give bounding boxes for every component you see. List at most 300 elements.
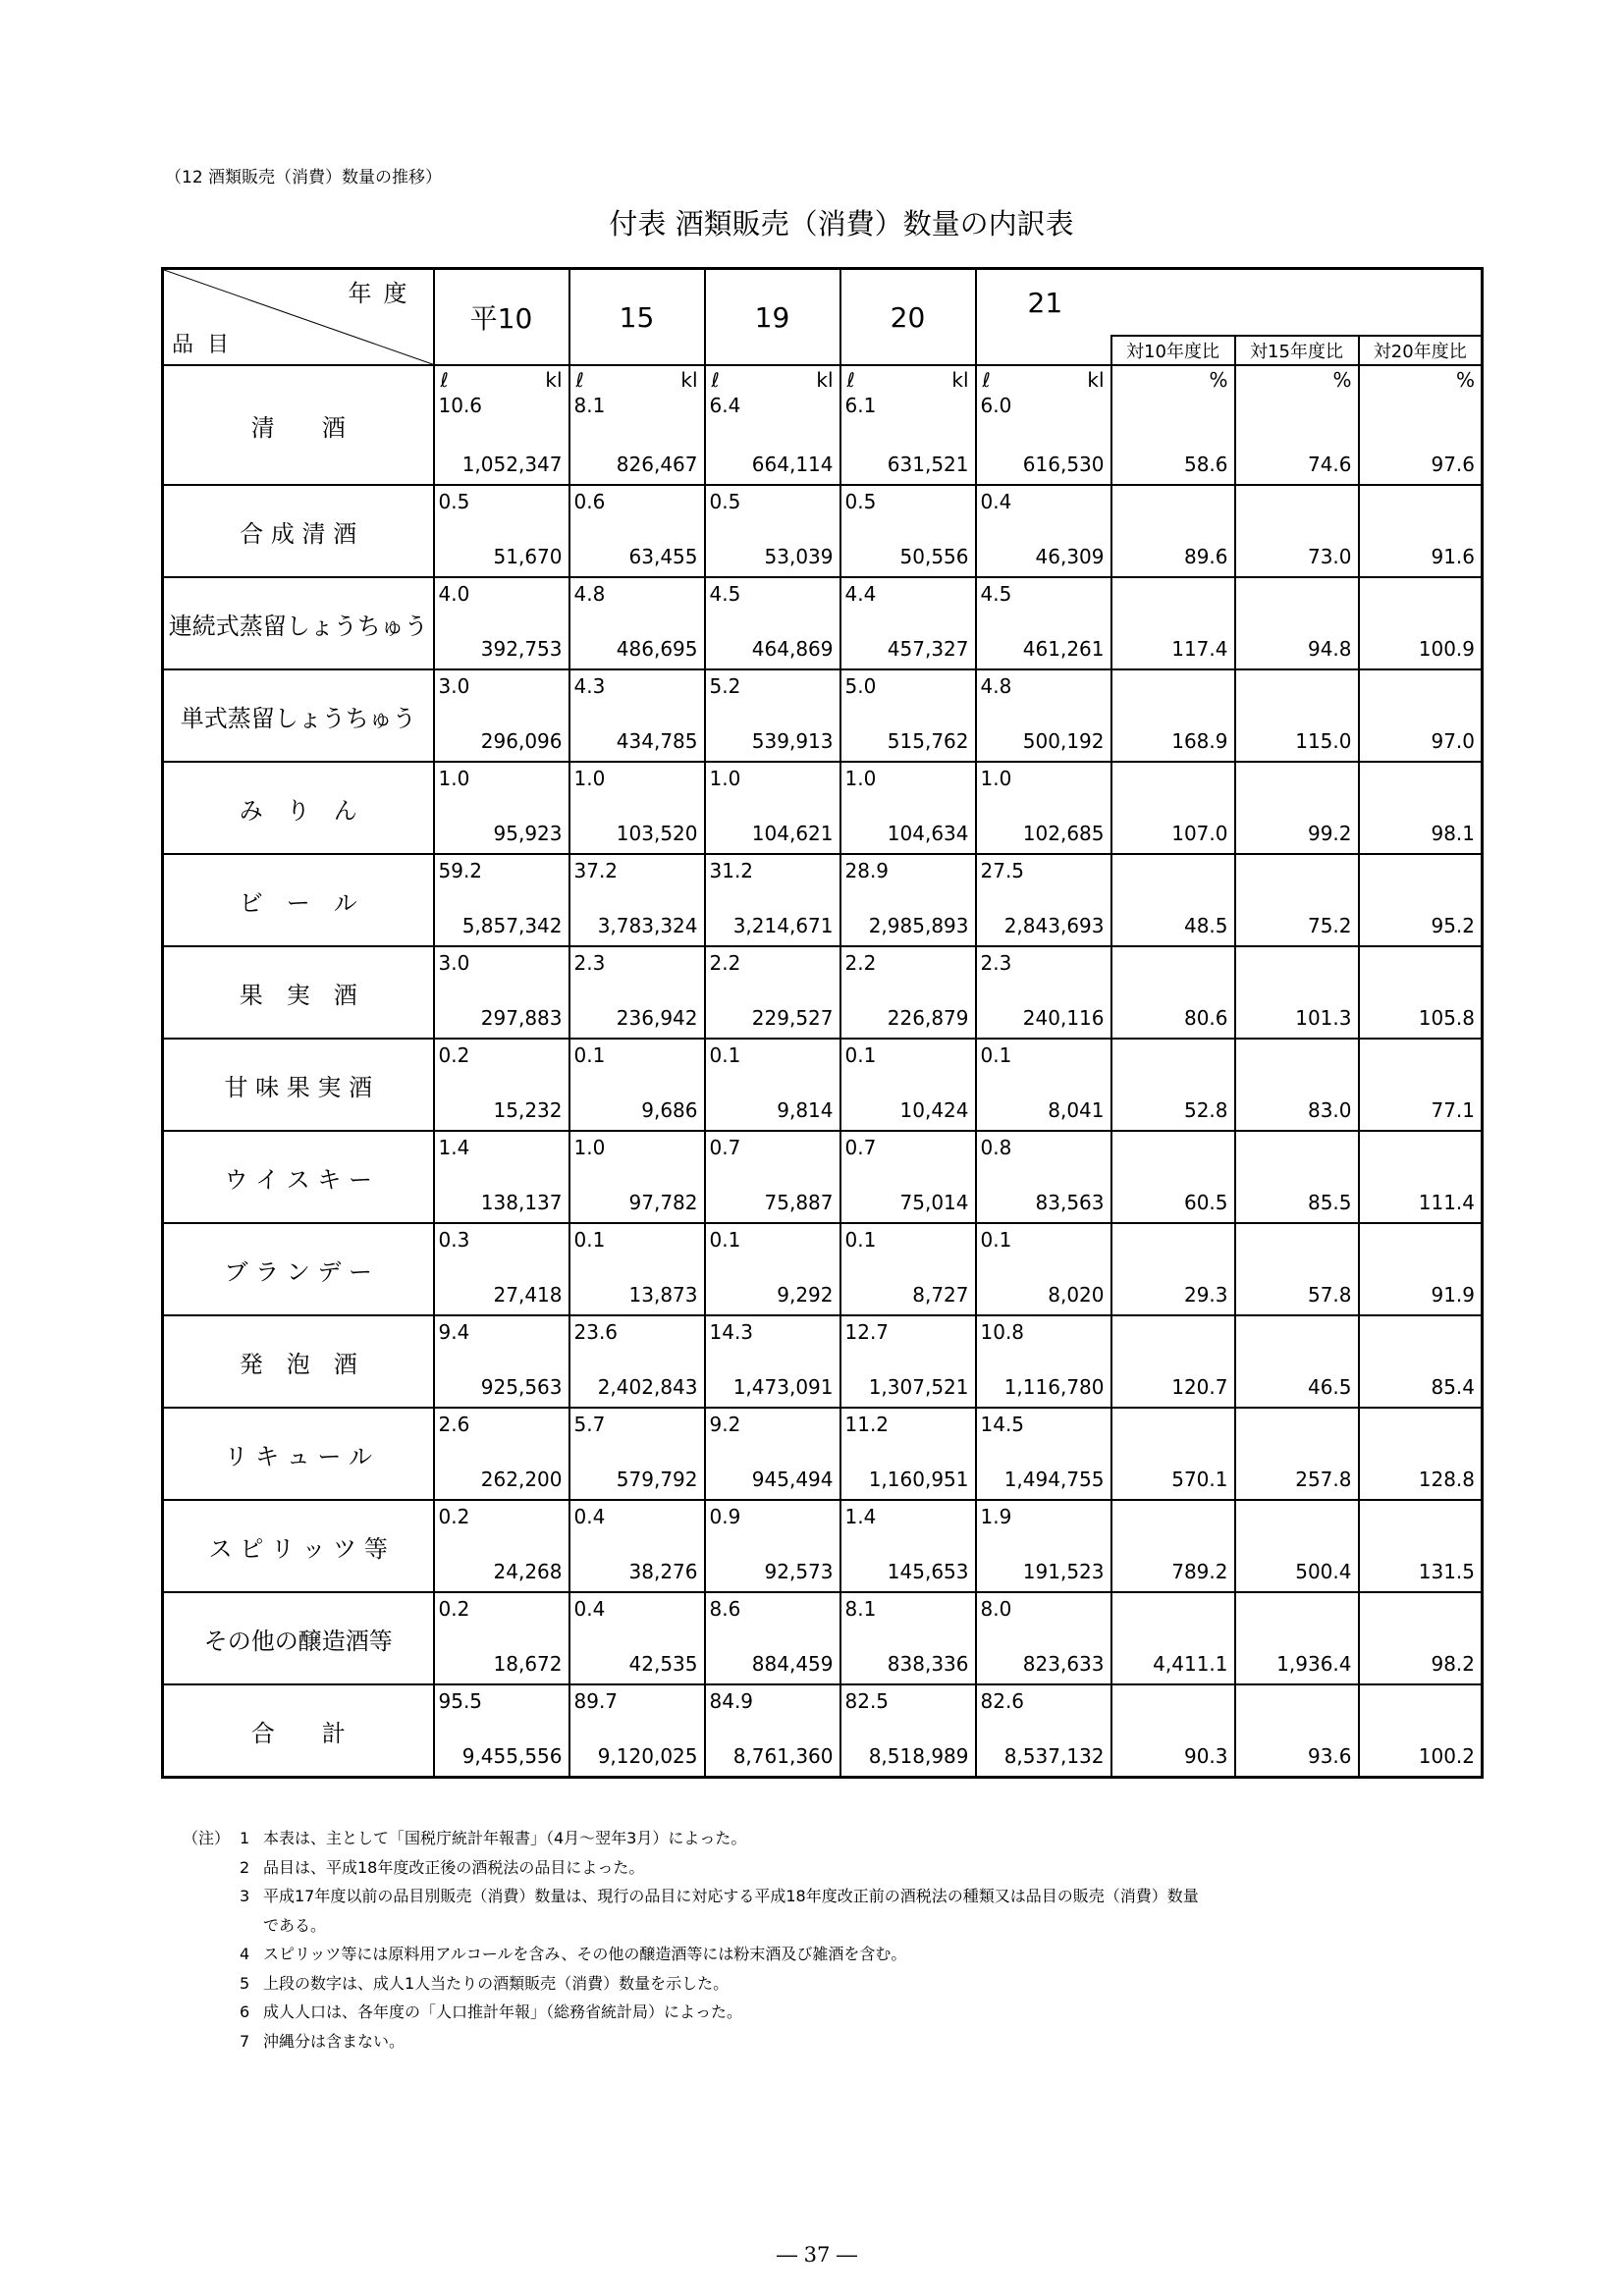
note-text: 平成17年度以前の品目別販売（消費）数量は、現行の品目に対応する平成18年度改正前の酒税法の種類又は品目の販売（消費）数量 <box>263 1887 1199 1905</box>
table-row <box>163 1223 1483 1315</box>
value-cell <box>434 1592 569 1684</box>
note-text: 沖縄分は含まない。 <box>263 2031 406 2051</box>
item-name: 発 泡 酒 <box>163 1315 434 1408</box>
note-number: 4 <box>240 1945 250 1963</box>
ratio-cell <box>1111 1223 1235 1315</box>
kl-value: 27,418 <box>493 1283 563 1307</box>
value-cell <box>976 1223 1111 1315</box>
ratio-value: 90.3 <box>1183 1744 1228 1768</box>
per-capita-value: 1.4 <box>844 1505 877 1528</box>
value-cell <box>434 1684 569 1778</box>
value-cell <box>434 1408 569 1500</box>
per-capita-value: 0.6 <box>573 490 606 513</box>
ratio-value: 93.6 <box>1307 1744 1352 1768</box>
note-item <box>183 1998 1199 2027</box>
value-cell <box>840 1131 976 1223</box>
item-name: 単式蒸留しょうちゅう <box>163 669 434 762</box>
table-row <box>163 1684 1483 1778</box>
table-row <box>163 1131 1483 1223</box>
item-name: 合 計 <box>163 1684 434 1778</box>
ratio-cell <box>1359 1223 1483 1315</box>
ratio-cell <box>1111 762 1235 854</box>
value-cell <box>705 854 840 946</box>
note-number <box>240 1911 263 1941</box>
unit-kl: kl <box>951 368 969 392</box>
value-cell <box>976 485 1111 577</box>
per-capita-value: 4.0 <box>438 582 470 606</box>
value-cell <box>705 1592 840 1684</box>
value-cell <box>569 577 705 669</box>
value-cell <box>434 1315 569 1408</box>
kl-value: 95,923 <box>493 822 563 845</box>
notes-label-spacer <box>183 1940 240 1969</box>
item-name: ビ ー ル <box>163 854 434 946</box>
year-header: 20 <box>840 269 976 366</box>
ratio-cell <box>1359 1039 1483 1131</box>
value-cell <box>705 762 840 854</box>
value-cell <box>840 1223 976 1315</box>
per-capita-value: 8.0 <box>980 1597 1012 1621</box>
value-cell <box>976 1131 1111 1223</box>
ratio-cell <box>1235 854 1359 946</box>
value-cell <box>840 1039 976 1131</box>
value-cell <box>976 365 1111 485</box>
note-item <box>183 1882 1199 1911</box>
notes-label-spacer <box>183 1911 240 1941</box>
value-cell <box>434 485 569 577</box>
ratio-value: 120.7 <box>1171 1375 1228 1399</box>
per-capita-value: 82.5 <box>844 1689 890 1713</box>
kl-value: 1,307,521 <box>868 1375 969 1399</box>
ratio-value: 111.4 <box>1418 1191 1476 1214</box>
table-row <box>163 762 1483 854</box>
kl-value: 191,523 <box>1022 1560 1105 1583</box>
kl-value: 103,520 <box>616 822 698 845</box>
unit-kl: kl <box>680 368 698 392</box>
notes-label-spacer <box>183 1998 240 2027</box>
kl-value: 8,020 <box>1048 1283 1105 1307</box>
ratio-cell <box>1111 1131 1235 1223</box>
value-cell <box>569 1039 705 1131</box>
ratio-value: 99.2 <box>1307 822 1352 845</box>
kl-value: 296,096 <box>480 729 563 753</box>
unit-percent: % <box>1209 368 1228 392</box>
kl-value: 75,014 <box>899 1191 969 1214</box>
ratio-cell <box>1235 1408 1359 1500</box>
ratio-value: 115.0 <box>1295 729 1352 753</box>
value-cell <box>569 365 705 485</box>
value-cell <box>569 946 705 1039</box>
ratio-value: 1,936.4 <box>1276 1652 1352 1676</box>
per-capita-value: 1.0 <box>844 767 877 790</box>
ratio-cell <box>1359 1592 1483 1684</box>
ratio-value: 77.1 <box>1431 1098 1476 1122</box>
kl-value: 240,116 <box>1022 1006 1105 1030</box>
ratio-cell <box>1235 1592 1359 1684</box>
per-capita-value: 0.2 <box>438 1043 470 1067</box>
value-cell <box>434 365 569 485</box>
per-capita-value: 5.7 <box>573 1413 606 1436</box>
note-text: 上段の数字は、成人1人当たりの酒類販売（消費）数量を示した。 <box>263 1973 730 1993</box>
kl-value: 8,041 <box>1048 1098 1105 1122</box>
kl-value: 42,535 <box>628 1652 698 1676</box>
per-capita-value: 0.4 <box>980 490 1012 513</box>
per-capita-value: 59.2 <box>438 859 483 882</box>
kl-value: 884,459 <box>751 1652 834 1676</box>
per-capita-value: 0.7 <box>709 1136 741 1159</box>
per-capita-value: 4.4 <box>844 582 877 606</box>
per-capita-value: 0.8 <box>980 1136 1012 1159</box>
per-capita-value: 2.3 <box>573 951 606 975</box>
kl-value: 434,785 <box>616 729 698 753</box>
notes-label-spacer <box>183 1969 240 1999</box>
kl-value: 1,116,780 <box>1003 1375 1105 1399</box>
per-capita-value: 1.0 <box>573 767 606 790</box>
item-name: み り ん <box>163 762 434 854</box>
ratio-cell <box>1235 762 1359 854</box>
notes-label-spacer <box>183 2027 240 2056</box>
note-item <box>183 2027 1199 2056</box>
kl-value: 104,621 <box>751 822 834 845</box>
year-21-spacer <box>976 336 1111 365</box>
ratio-header: 対20年度比 <box>1359 336 1483 365</box>
value-cell <box>434 1223 569 1315</box>
value-cell <box>434 854 569 946</box>
kl-value: 9,814 <box>777 1098 834 1122</box>
ratio-value: 4,411.1 <box>1153 1652 1228 1676</box>
ratio-value: 46.5 <box>1307 1375 1352 1399</box>
ratio-value: 85.5 <box>1307 1191 1352 1214</box>
kl-value: 2,843,693 <box>1003 914 1105 937</box>
value-cell <box>840 854 976 946</box>
per-capita-value: 9.4 <box>438 1320 470 1344</box>
kl-value: 138,137 <box>480 1191 563 1214</box>
value-cell <box>569 669 705 762</box>
per-capita-value: 0.1 <box>709 1228 741 1252</box>
kl-value: 63,455 <box>628 545 698 568</box>
per-capita-value: 0.1 <box>980 1043 1012 1067</box>
value-cell <box>976 1592 1111 1684</box>
ratio-value: 107.0 <box>1171 822 1228 845</box>
kl-value: 8,761,360 <box>732 1744 834 1768</box>
ratio-cell <box>1235 1223 1359 1315</box>
value-cell <box>840 1684 976 1778</box>
item-name: リ キ ュ ー ル <box>163 1408 434 1500</box>
per-capita-value: 23.6 <box>573 1320 619 1344</box>
value-cell <box>705 1039 840 1131</box>
note-number: 5 <box>240 1973 250 1993</box>
value-cell <box>976 669 1111 762</box>
kl-value: 92,573 <box>764 1560 834 1583</box>
per-capita-value: 0.7 <box>844 1136 877 1159</box>
value-cell <box>976 577 1111 669</box>
kl-value: 3,214,671 <box>732 914 834 937</box>
value-cell <box>434 946 569 1039</box>
ratio-value: 257.8 <box>1295 1468 1352 1491</box>
per-capita-value: 4.5 <box>980 582 1012 606</box>
ratio-value: 117.4 <box>1171 637 1228 661</box>
per-capita-value: 84.9 <box>709 1689 754 1713</box>
ratio-cell <box>1111 1500 1235 1592</box>
value-cell <box>569 1315 705 1408</box>
ratio-cell <box>1235 669 1359 762</box>
kl-value: 46,309 <box>1035 545 1105 568</box>
ratio-value: 97.0 <box>1431 729 1476 753</box>
value-cell <box>434 762 569 854</box>
kl-value: 457,327 <box>887 637 969 661</box>
kl-value: 8,518,989 <box>868 1744 969 1768</box>
ratio-value: 73.0 <box>1307 545 1352 568</box>
value-cell <box>569 854 705 946</box>
per-capita-value: 0.5 <box>438 490 470 513</box>
ratio-cell <box>1111 1684 1235 1778</box>
ratio-value: 100.2 <box>1418 1744 1476 1768</box>
value-cell <box>976 1315 1111 1408</box>
per-capita-value: 3.0 <box>438 674 470 698</box>
ratio-cell <box>1359 762 1483 854</box>
ratio-value: 97.6 <box>1431 453 1476 476</box>
notes <box>183 1824 1199 2056</box>
kl-value: 9,686 <box>641 1098 698 1122</box>
per-capita-value: 6.0 <box>980 394 1012 417</box>
note-item <box>183 1940 1199 1969</box>
value-cell <box>569 1408 705 1500</box>
ratio-cell <box>1111 669 1235 762</box>
kl-value: 18,672 <box>493 1652 563 1676</box>
value-cell <box>840 577 976 669</box>
unit-per-capita: ℓ <box>846 368 855 392</box>
ratio-value: 48.5 <box>1183 914 1228 937</box>
kl-value: 236,942 <box>616 1006 698 1030</box>
ratio-value: 131.5 <box>1418 1560 1476 1583</box>
value-cell <box>840 485 976 577</box>
ratio-cell <box>1111 1592 1235 1684</box>
per-capita-value: 2.6 <box>438 1413 470 1436</box>
per-capita-value: 0.9 <box>709 1505 741 1528</box>
per-capita-value: 10.8 <box>980 1320 1025 1344</box>
kl-value: 229,527 <box>751 1006 834 1030</box>
unit-percent: % <box>1332 368 1352 392</box>
value-cell <box>434 577 569 669</box>
per-capita-value: 3.0 <box>438 951 470 975</box>
ratio-value: 570.1 <box>1171 1468 1228 1491</box>
value-cell <box>840 1408 976 1500</box>
kl-value: 3,783,324 <box>597 914 698 937</box>
per-capita-value: 8.1 <box>573 394 606 417</box>
per-capita-value: 4.8 <box>980 674 1012 698</box>
per-capita-value: 27.5 <box>980 859 1025 882</box>
value-cell <box>976 1039 1111 1131</box>
ratio-value: 789.2 <box>1171 1560 1228 1583</box>
kl-value: 1,473,091 <box>732 1375 834 1399</box>
per-capita-value: 4.3 <box>573 674 606 698</box>
notes-label: （注） <box>183 1829 231 1847</box>
per-capita-value: 1.0 <box>573 1136 606 1159</box>
ratio-cell <box>1111 946 1235 1039</box>
section-label: （12 酒類販売（消費）数量の推移） <box>165 168 443 187</box>
per-capita-value: 12.7 <box>844 1320 890 1344</box>
ratio-value: 74.6 <box>1307 453 1352 476</box>
ratio-value: 105.8 <box>1418 1006 1476 1030</box>
note-number: 6 <box>240 2002 250 2021</box>
kl-value: 464,869 <box>751 637 834 661</box>
per-capita-value: 8.6 <box>709 1597 741 1621</box>
ratio-value: 52.8 <box>1183 1098 1228 1122</box>
table-row <box>163 1315 1483 1408</box>
ratio-cell <box>1359 1315 1483 1408</box>
ratio-cell <box>1359 365 1483 485</box>
ratio-cell <box>1359 1684 1483 1778</box>
ratio-cell <box>1359 946 1483 1039</box>
kl-value: 15,232 <box>493 1098 563 1122</box>
ratio-cell <box>1359 577 1483 669</box>
ratio-header: 対15年度比 <box>1235 336 1359 365</box>
ratio-value: 80.6 <box>1183 1006 1228 1030</box>
per-capita-value: 82.6 <box>980 1689 1025 1713</box>
value-cell <box>569 1592 705 1684</box>
note-text: 品目は、平成18年度改正後の酒税法の品目によった。 <box>263 1857 645 1877</box>
kl-value: 9,292 <box>777 1283 834 1307</box>
per-capita-value: 1.0 <box>438 767 470 790</box>
per-capita-value: 2.3 <box>980 951 1012 975</box>
ratio-cell <box>1111 1408 1235 1500</box>
per-capita-value: 8.1 <box>844 1597 877 1621</box>
unit-per-capita: ℓ <box>982 368 991 392</box>
note-item <box>183 1824 1199 1853</box>
per-capita-value: 14.3 <box>709 1320 754 1344</box>
per-capita-value: 28.9 <box>844 859 890 882</box>
note-item <box>183 1911 1199 1941</box>
value-cell <box>569 1131 705 1223</box>
kl-value: 392,753 <box>480 637 563 661</box>
per-capita-value: 2.2 <box>844 951 877 975</box>
value-cell <box>840 1315 976 1408</box>
value-cell <box>705 1684 840 1778</box>
kl-value: 38,276 <box>628 1560 698 1583</box>
ratio-value: 75.2 <box>1307 914 1352 937</box>
year-header: 15 <box>569 269 705 366</box>
per-capita-value: 0.4 <box>573 1597 606 1621</box>
notes-label-spacer <box>183 1853 240 1883</box>
kl-value: 50,556 <box>899 545 969 568</box>
table-row <box>163 946 1483 1039</box>
value-cell <box>569 762 705 854</box>
kl-value: 8,727 <box>912 1283 969 1307</box>
note-number: 2 <box>240 1857 250 1877</box>
year-header: 平10 <box>434 269 569 366</box>
value-cell <box>705 1131 840 1223</box>
per-capita-value: 0.1 <box>980 1228 1012 1252</box>
ratio-cell <box>1111 485 1235 577</box>
header-nendo: 年度 <box>348 280 419 307</box>
value-cell <box>705 1408 840 1500</box>
per-capita-value: 1.0 <box>980 767 1012 790</box>
value-cell <box>705 1315 840 1408</box>
page-number: ― 37 ― <box>776 2243 858 2267</box>
ratio-cell <box>1111 365 1235 485</box>
per-capita-value: 6.1 <box>844 394 877 417</box>
unit-per-capita: ℓ <box>440 368 449 392</box>
value-cell <box>705 669 840 762</box>
per-capita-value: 31.2 <box>709 859 754 882</box>
ratio-header: 対10年度比 <box>1111 336 1235 365</box>
per-capita-value: 9.2 <box>709 1413 741 1436</box>
per-capita-value: 0.5 <box>709 490 741 513</box>
value-cell <box>434 1131 569 1223</box>
kl-value: 486,695 <box>616 637 698 661</box>
page-title: 付表 酒類販売（消費）数量の内訳表 <box>609 207 1074 240</box>
kl-value: 925,563 <box>480 1375 563 1399</box>
ratio-cell <box>1111 577 1235 669</box>
ratio-value: 57.8 <box>1307 1283 1352 1307</box>
kl-value: 2,985,893 <box>868 914 969 937</box>
per-capita-value: 0.2 <box>438 1597 470 1621</box>
per-capita-value: 4.5 <box>709 582 741 606</box>
ratio-cell <box>1235 946 1359 1039</box>
kl-value: 945,494 <box>751 1468 834 1491</box>
item-name: 果 実 酒 <box>163 946 434 1039</box>
kl-value: 51,670 <box>493 545 563 568</box>
notes-label-spacer <box>183 1882 240 1911</box>
ratio-value: 83.0 <box>1307 1098 1352 1122</box>
ratio-value: 500.4 <box>1295 1560 1352 1583</box>
per-capita-value: 10.6 <box>438 394 483 417</box>
value-cell <box>705 1223 840 1315</box>
year-header: 19 <box>705 269 840 366</box>
table-row <box>163 669 1483 762</box>
value-cell <box>976 854 1111 946</box>
item-name: ス ピ リ ッ ツ 等 <box>163 1500 434 1592</box>
per-capita-value: 5.2 <box>709 674 741 698</box>
note-item <box>183 1853 1199 1883</box>
header-hinmoku: 品目 <box>172 333 244 357</box>
kl-value: 9,120,025 <box>597 1744 698 1768</box>
note-number: 1 <box>240 1829 250 1847</box>
value-cell <box>840 1592 976 1684</box>
ratio-value: 100.9 <box>1418 637 1476 661</box>
item-name: ウ イ ス キ ー <box>163 1131 434 1223</box>
value-cell <box>705 577 840 669</box>
kl-value: 9,455,556 <box>461 1744 563 1768</box>
ratio-value: 128.8 <box>1418 1468 1476 1491</box>
kl-value: 2,402,843 <box>597 1375 698 1399</box>
ratio-cell <box>1235 1131 1359 1223</box>
note-item <box>183 1969 1199 1999</box>
ratio-cell <box>1235 365 1359 485</box>
item-name: 合 成 清 酒 <box>163 485 434 577</box>
ratio-cell <box>1235 1500 1359 1592</box>
ratio-cell <box>1359 485 1483 577</box>
table-row <box>163 1500 1483 1592</box>
value-cell <box>976 1684 1111 1778</box>
ratio-value: 94.8 <box>1307 637 1352 661</box>
item-name: 連続式蒸留しょうちゅう <box>163 577 434 669</box>
ratio-cell <box>1111 854 1235 946</box>
kl-value: 5,857,342 <box>461 914 563 937</box>
value-cell <box>434 1500 569 1592</box>
value-cell <box>840 1500 976 1592</box>
table-row <box>163 577 1483 669</box>
value-cell <box>840 365 976 485</box>
kl-value: 515,762 <box>887 729 969 753</box>
header-corner <box>163 269 434 366</box>
ratio-cell <box>1235 1684 1359 1778</box>
kl-value: 1,494,755 <box>1003 1468 1105 1491</box>
per-capita-value: 1.0 <box>709 767 741 790</box>
value-cell <box>434 669 569 762</box>
item-name: その他の醸造酒等 <box>163 1592 434 1684</box>
unit-per-capita: ℓ <box>575 368 584 392</box>
